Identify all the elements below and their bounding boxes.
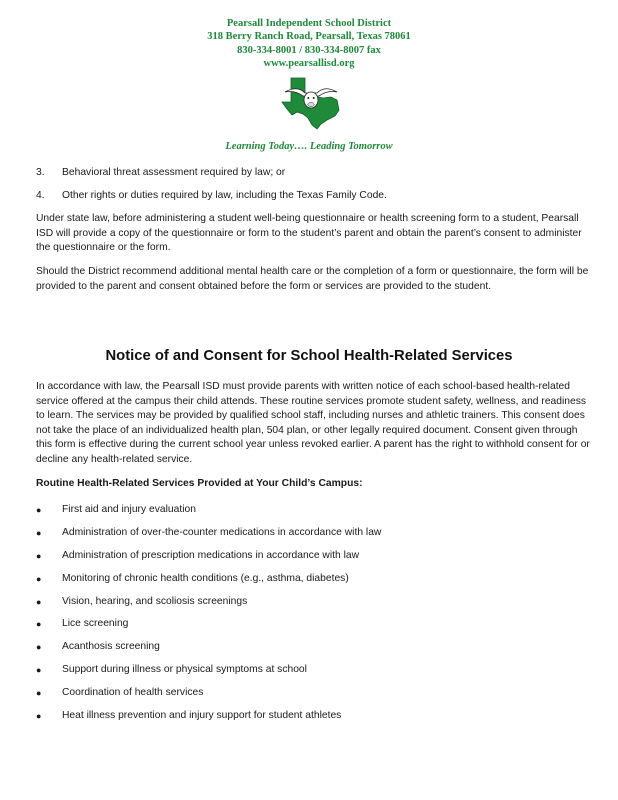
list-item <box>36 549 591 572</box>
section-heading: Notice of and Consent for School Health-Related Services <box>105 348 513 364</box>
paragraph-recommend: Should the District recommend additional mental health care or the completion of a form or questionnaire, the form will be provided to the parent and consent obtained before the form or services are provided to the student. <box>36 266 589 292</box>
bullet-icon: ● <box>36 527 42 538</box>
bullet-icon: ● <box>36 573 42 584</box>
bullet-icon: ● <box>36 642 42 653</box>
list-item <box>36 663 591 686</box>
list-item <box>36 640 591 663</box>
service-text: Monitoring of chronic health conditions (e.g., asthma, diabetes) <box>62 572 349 584</box>
service-text: Lice screening <box>62 618 129 630</box>
list-item <box>36 595 591 618</box>
list-item <box>36 709 591 732</box>
paragraph-state-law: Under state law, before administering a student well-being questionnaire or health screening form to a student, Pearsall ISD will provide a copy of the questionnaire or form to the student’s parent and obtain the parent’s consent to administer the questionnaire or the form. <box>36 213 582 253</box>
service-text: Acanthosis screening <box>62 641 160 653</box>
bullet-icon: ● <box>36 596 42 607</box>
bullet-icon: ● <box>36 665 42 676</box>
services-list <box>36 503 591 732</box>
district-website: www.pearsallisd.org <box>263 57 355 69</box>
service-text: Administration of prescription medications in accordance with law <box>62 549 360 561</box>
district-name: Pearsall Independent School District <box>226 18 392 29</box>
service-text: Support during illness or physical symptoms at school <box>62 664 307 676</box>
routine-services-heading: Routine Health-Related Services Provided at Your Child’s Campus: <box>36 478 363 489</box>
service-text: Heat illness prevention and injury support for student athletes <box>62 710 342 722</box>
service-text: Vision, hearing, and scoliosis screenings <box>62 595 248 607</box>
service-text: First aid and injury evaluation <box>62 504 196 515</box>
district-phone: 830-334-8001 / 830-334-8007 fax <box>237 44 381 56</box>
list-number: 4. <box>36 190 45 201</box>
bullet-icon: ● <box>36 505 42 515</box>
paragraph-notice-intro: In accordance with law, the Pearsall ISD must provide parents with written notice of each school-based health-related service offered at the campus their child attends. These routine services promote student safety, wellness, and readiness to learn. The services may be provided by qualified school staff, including nurses and athletic trainers. This consent does not take the place of an individualized health plan, 504 plan, or other legally required document. Consent given through this form is effective during the current school year unless revoked earlier. A parent has the right to withhold consent for or decline any health-related service. <box>36 381 590 465</box>
service-text: Administration of over-the-counter medications in accordance with law <box>62 526 382 538</box>
bullet-icon: ● <box>36 711 42 722</box>
bullet-icon: ● <box>36 550 42 561</box>
list-item <box>36 503 591 526</box>
list-item <box>36 686 591 709</box>
texas-longhorn-logo-icon <box>279 76 343 130</box>
service-text: Coordination of health services <box>62 687 204 699</box>
list-text: Other rights or duties required by law, including the Texas Family Code. <box>62 190 387 201</box>
list-number: 3. <box>36 167 45 178</box>
letterhead <box>0 17 618 70</box>
list-item <box>36 526 591 549</box>
list-text: Behavioral threat assessment required by law; or <box>62 167 286 178</box>
list-item <box>36 617 591 640</box>
district-tagline: Learning Today…. Leading Tomorrow <box>225 141 393 152</box>
bullet-icon: ● <box>36 688 42 699</box>
district-address: 318 Berry Ranch Road, Pearsall, Texas 78061 <box>207 31 411 43</box>
bullet-icon: ● <box>36 619 42 630</box>
list-item <box>36 572 591 595</box>
